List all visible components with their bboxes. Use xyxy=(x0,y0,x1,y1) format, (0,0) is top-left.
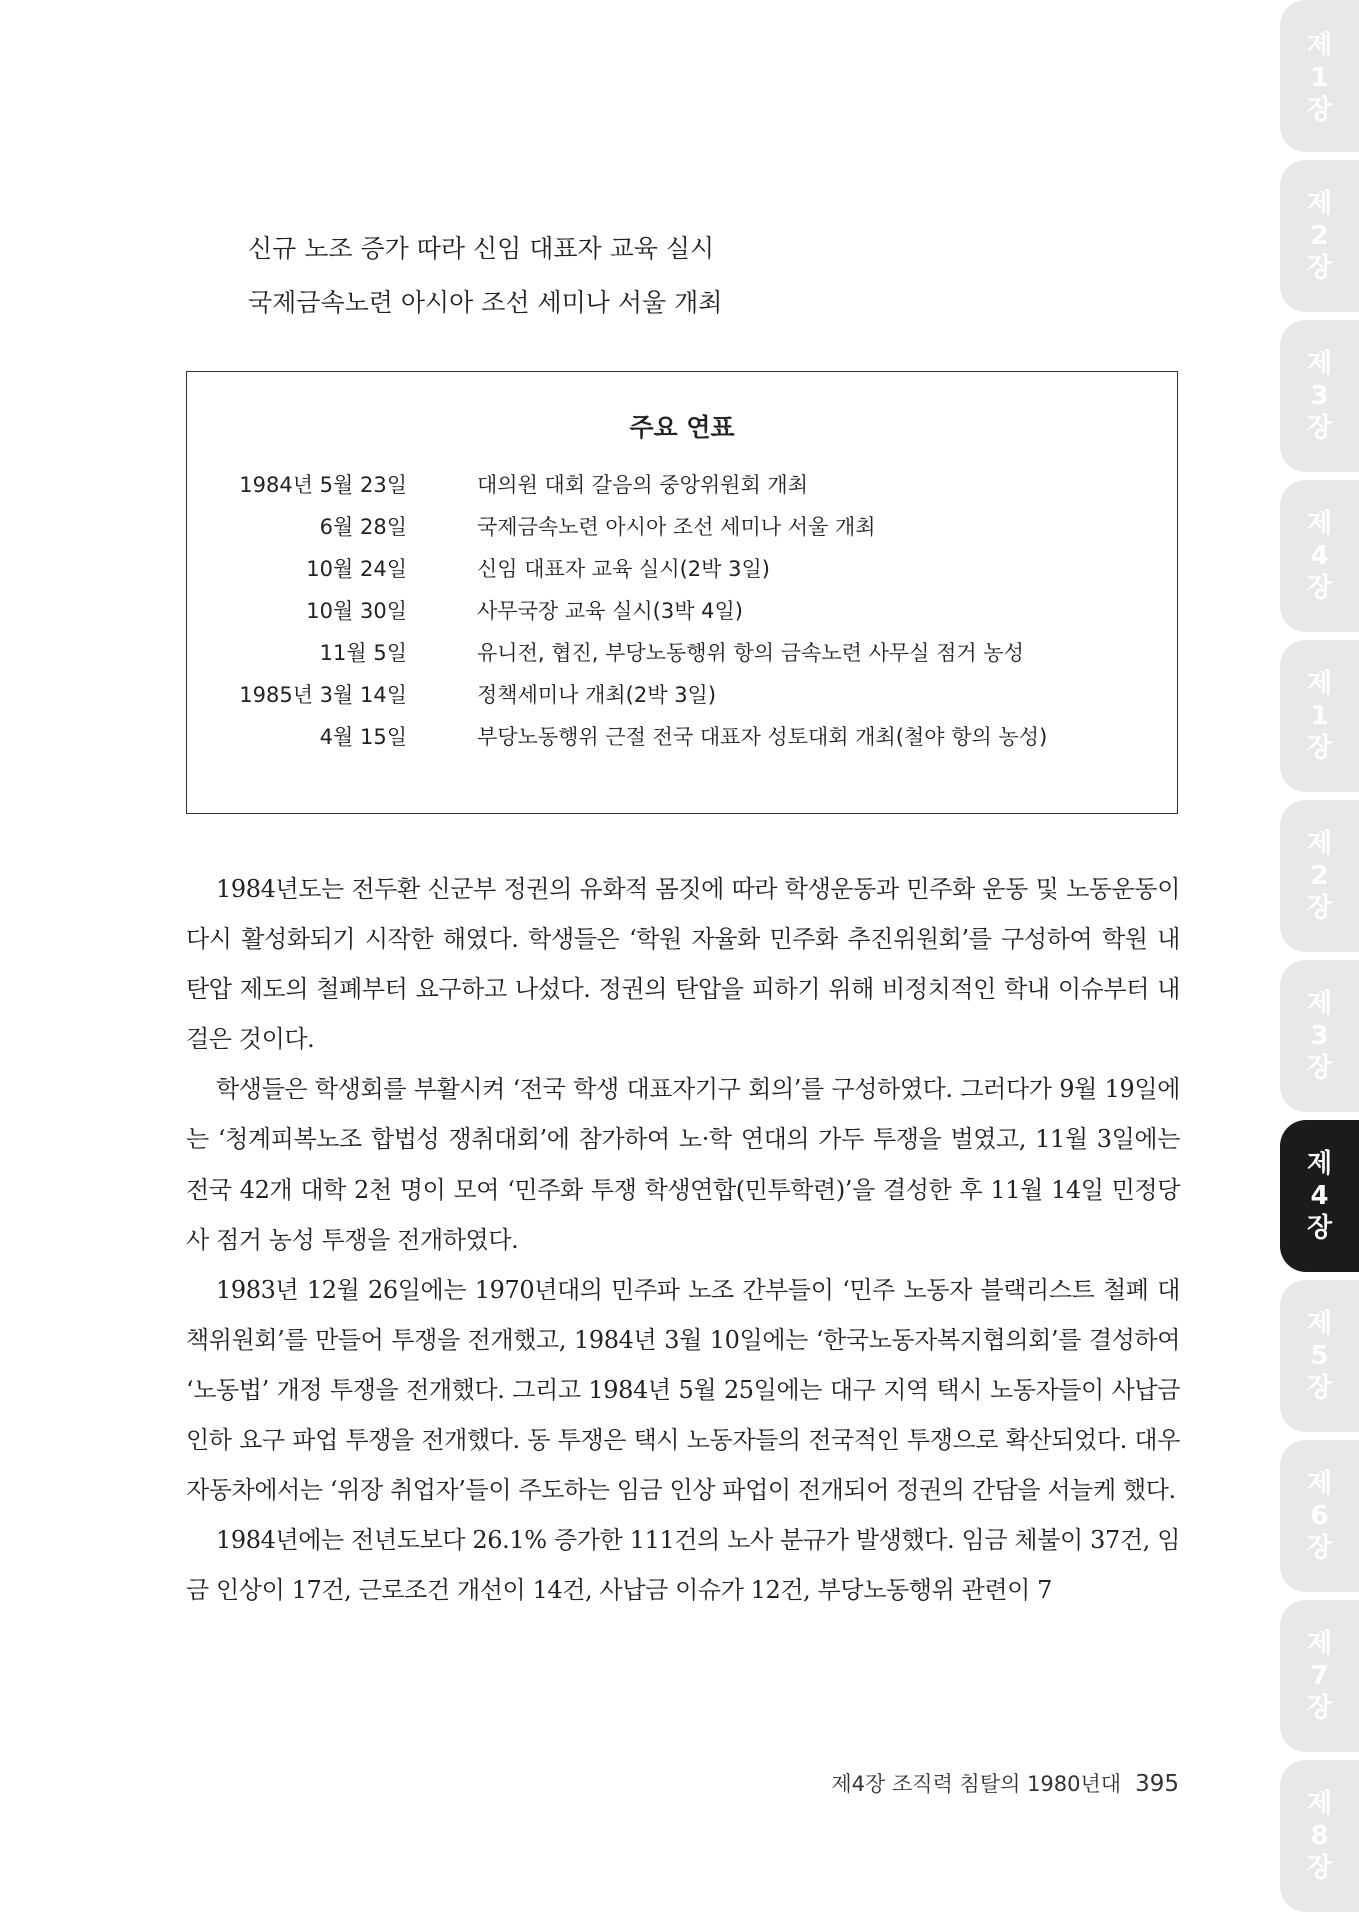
tab-suffix: 장 xyxy=(1306,573,1333,603)
timeline-date: 6월 28일 xyxy=(319,515,407,539)
timeline-row xyxy=(187,464,1177,506)
timeline-row xyxy=(187,674,1177,716)
tab-prefix: 제 xyxy=(1306,189,1333,219)
timeline-row xyxy=(187,548,1177,590)
tab-suffix: 장 xyxy=(1306,413,1333,443)
tab-suffix: 장 xyxy=(1306,1213,1333,1243)
timeline-event: 신임 대표자 교육 실시(2박 3일) xyxy=(477,557,770,581)
tab-suffix: 장 xyxy=(1306,253,1333,283)
tab-suffix: 장 xyxy=(1306,1373,1333,1403)
chapter-tab-5[interactable] xyxy=(1280,640,1359,792)
intro-line: 국제금속노련 아시아 조선 세미나 서울 개최 xyxy=(248,288,723,317)
timeline-title: 주요 연표 xyxy=(629,413,735,442)
body-text xyxy=(186,864,1180,1615)
timeline-event: 대의원 대회 갈음의 중앙위원회 개최 xyxy=(477,473,808,497)
chapter-tab-6[interactable] xyxy=(1280,800,1359,952)
chapter-tab-10[interactable] xyxy=(1280,1440,1359,1592)
tab-prefix: 제 xyxy=(1306,509,1333,539)
tab-suffix: 장 xyxy=(1306,95,1333,125)
tab-number: 1 xyxy=(1310,701,1329,731)
tab-number: 4 xyxy=(1310,1181,1329,1211)
body-paragraph: 학생들은 학생회를 부활시켜 ‘전국 학생 대표자기구 회의’를 구성하였다. 그러다가 9월 19일에는 ‘청계피복노조 합법성 쟁취대회’에 참가하여 노·학 연대의 가두 투쟁을 벌였고, 11월 3일에는 전국 42개 대학 2천 명이 모여 ‘민주화 투쟁 학생연합(민투학련)’을 결성한 후 11월 14일 민정당사 점거 농성 투쟁을 전개하였다. xyxy=(186,1075,1180,1254)
body-paragraph: 1983년 12월 26일에는 1970년대의 민주파 노조 간부들이 ‘민주 노동자 블랙리스트 철폐 대책위원회’를 만들어 투쟁을 전개했고, 1984년 3월 10일에는 ‘한국노동자복지협의회’를 결성하여 ‘노동법’ 개정 투쟁을 전개했다. 그리고 1984년 5월 25일에는 대구 지역 택시 노동자들이 사납금 인하 요구 파업 투쟁을 전개했다. 동 투쟁은 택시 노동자들의 전국적인 투쟁으로 확산되었다. 대우자동차에서는 ‘위장 취업자’들이 주도하는 임금 인상 파업이 전개되어 정권의 간담을 서늘케 했다. xyxy=(186,1275,1180,1505)
tab-number: 2 xyxy=(1310,221,1329,251)
tab-suffix: 장 xyxy=(1306,1533,1333,1563)
intro-line: 신규 노조 증가 따라 신임 대표자 교육 실시 xyxy=(248,234,715,263)
page-footer xyxy=(831,1768,1179,1798)
timeline-event: 정책세미나 개최(2박 3일) xyxy=(477,683,717,707)
timeline-date: 10월 30일 xyxy=(306,599,407,623)
tab-suffix: 장 xyxy=(1306,1053,1333,1083)
timeline-event: 사무국장 교육 실시(3박 4일) xyxy=(477,599,743,623)
chapter-tab-8-active[interactable] xyxy=(1280,1120,1359,1272)
timeline-date: 4월 15일 xyxy=(319,725,407,749)
tab-number: 5 xyxy=(1310,1341,1329,1371)
chapter-tab-4[interactable] xyxy=(1280,480,1359,632)
timeline-rows xyxy=(187,464,1177,758)
timeline-row xyxy=(187,632,1177,674)
tab-prefix: 제 xyxy=(1306,829,1333,859)
tab-prefix: 제 xyxy=(1306,1309,1333,1339)
chapter-tab-1[interactable] xyxy=(1280,0,1359,152)
timeline-date: 10월 24일 xyxy=(306,557,407,581)
timeline-date: 11월 5일 xyxy=(319,641,407,665)
tab-prefix: 제 xyxy=(1306,1469,1333,1499)
timeline-row xyxy=(187,590,1177,632)
tab-prefix: 제 xyxy=(1306,349,1333,379)
timeline-box xyxy=(186,371,1178,814)
timeline-row xyxy=(187,716,1177,758)
tab-prefix: 제 xyxy=(1306,1629,1333,1659)
tab-prefix: 제 xyxy=(1306,31,1333,61)
page-number: 395 xyxy=(1135,1771,1179,1797)
body-paragraph: 1984년도는 전두환 신군부 정권의 유화적 몸짓에 따라 학생운동과 민주화 운동 및 노동운동이 다시 활성화되기 시작한 해였다. 학생들은 ‘학원 자율화 민주화 추진위원회’를 구성하여 학원 내 탄압 제도의 철폐부터 요구하고 나섰다. 정권의 탄압을 피하기 위해 비정치적인 학내 이슈부터 내걸은 것이다. xyxy=(186,875,1180,1054)
tab-number: 1 xyxy=(1310,63,1329,93)
timeline-event: 국제금속노련 아시아 조선 세미나 서울 개최 xyxy=(477,515,876,539)
tab-number: 3 xyxy=(1310,1021,1329,1051)
tab-number: 2 xyxy=(1310,861,1329,891)
tab-prefix: 제 xyxy=(1306,1789,1333,1819)
tab-number: 4 xyxy=(1310,541,1329,571)
chapter-tab-2[interactable] xyxy=(1280,160,1359,312)
tab-suffix: 장 xyxy=(1306,1693,1333,1723)
timeline-date: 1984년 5월 23일 xyxy=(239,473,407,497)
timeline-event: 부당노동행위 근절 전국 대표자 성토대회 개최(철야 항의 농성) xyxy=(477,725,1048,749)
footer-chapter-title: 제4장 조직력 침탈의 1980년대 xyxy=(831,1772,1122,1796)
chapter-tab-11[interactable] xyxy=(1280,1600,1359,1752)
timeline-row xyxy=(187,506,1177,548)
tab-suffix: 장 xyxy=(1306,1853,1333,1883)
tab-prefix: 제 xyxy=(1306,1149,1333,1179)
intro-lines xyxy=(248,222,722,330)
tab-prefix: 제 xyxy=(1306,669,1333,699)
tab-number: 8 xyxy=(1310,1821,1329,1851)
tab-number: 3 xyxy=(1310,381,1329,411)
tab-suffix: 장 xyxy=(1306,893,1333,923)
chapter-tab-9[interactable] xyxy=(1280,1280,1359,1432)
chapter-tab-3[interactable] xyxy=(1280,320,1359,472)
chapter-tab-12[interactable] xyxy=(1280,1760,1359,1912)
tab-suffix: 장 xyxy=(1306,733,1333,763)
body-paragraph: 1984년에는 전년도보다 26.1% 증가한 111건의 노사 분규가 발생했다. 임금 체불이 37건, 임금 인상이 17건, 근로조건 개선이 14건, 사납금 이슈가 12건, 부당노동행위 관련이 7 xyxy=(186,1526,1180,1605)
tab-prefix: 제 xyxy=(1306,989,1333,1019)
tab-number: 7 xyxy=(1310,1661,1329,1691)
tab-number: 6 xyxy=(1310,1501,1329,1531)
timeline-date: 1985년 3월 14일 xyxy=(239,683,407,707)
timeline-event: 유니전, 협진, 부당노동행위 항의 금속노련 사무실 점거 농성 xyxy=(477,641,1024,665)
chapter-tab-7[interactable] xyxy=(1280,960,1359,1112)
